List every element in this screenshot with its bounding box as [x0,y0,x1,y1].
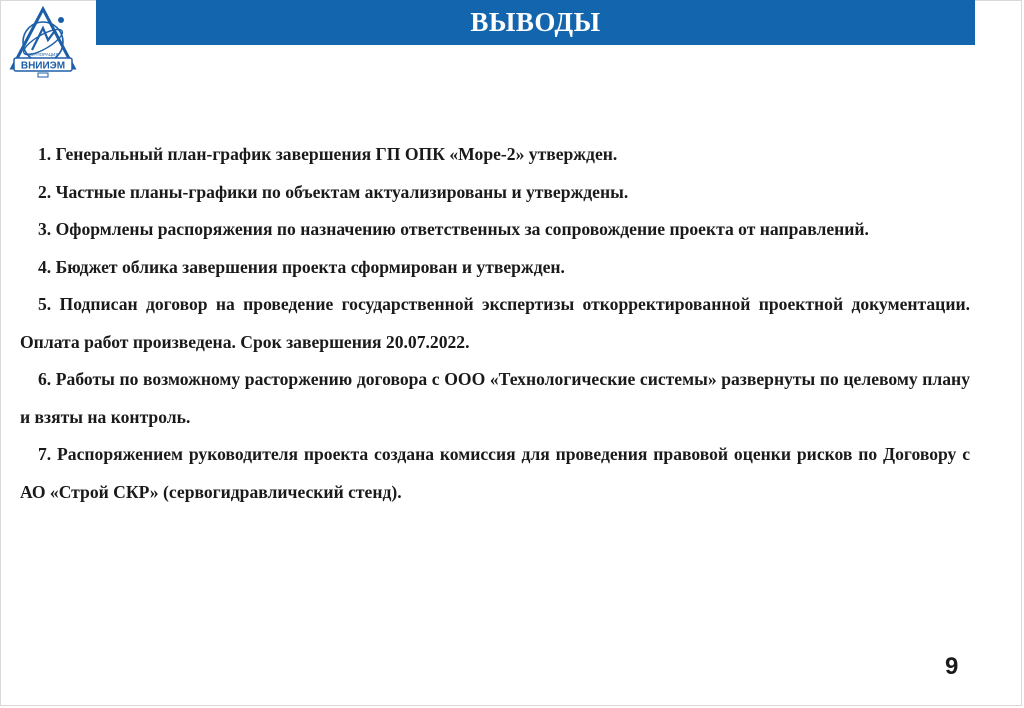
list-item: 5. Подписан договор на проведение государственной экспертизы откорректированной проектной документации. Оплата работ произведена. Срок завершения 20.07.2022. [20,294,970,352]
logo-arc-text: КОРПОРАЦИЯ [27,52,59,57]
vniiem-logo [8,6,78,78]
list-item: 1. Генеральный план-график завершения ГП ОПК «Море-2» утвержден. [38,144,618,164]
logo-wordmark: ВНИИЭМ [20,60,66,72]
list-item: 7. Распоряжением руководителя проекта создана комиссия для проведения правовой оценки рисков по Договору с АО «Строй СКР» (сервогидравлический стенд). [20,444,970,502]
list-item: 6. Работы по возможному расторжению договора с ООО «Технологические системы» развернуты по целевому плану и взяты на контроль. [20,369,970,427]
list-item: 2. Частные планы-графики по объектам актуализированы и утверждены. [38,181,629,202]
title-bar [96,0,975,45]
list-item: 4. Бюджет облика завершения проекта сформирован и утвержден. [38,256,565,277]
list-item: 3. Оформлены распоряжения по назначению ответственных за сопровождение проекта от направлений. [38,219,869,239]
page-number: 9 [945,653,959,680]
slide-title: ВЫВОДЫ [470,7,601,37]
conclusions-list [20,136,970,511]
